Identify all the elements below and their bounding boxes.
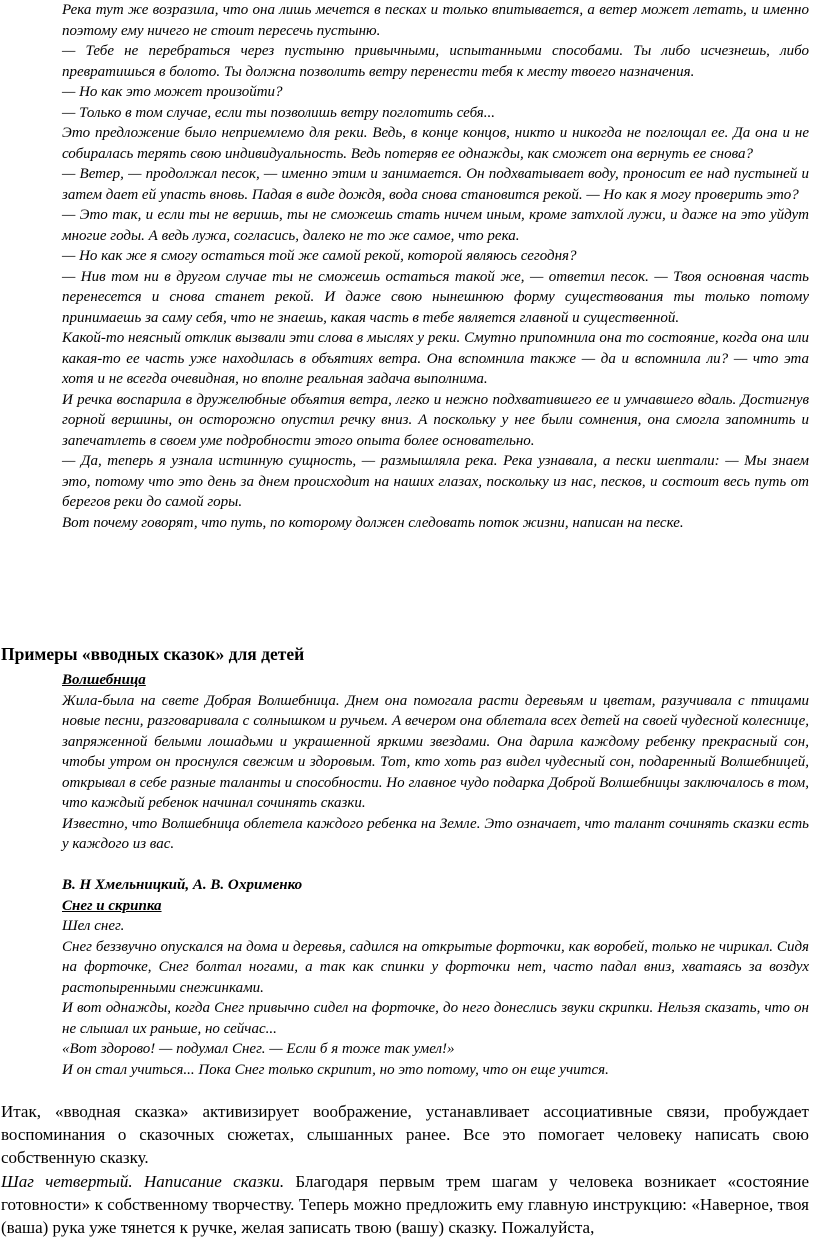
story-paragraph: — Тебе не перебраться через пустыню привычными, испытанными способами. Ты либо исчезнешь, либо превратишься в болото. Ты должна позволить ветру перенести тебя к месту твоего назначения. — [62, 43, 809, 80]
story-paragraph: — Только в том случае, если ты позволишь ветру поглотить себя... — [62, 104, 496, 121]
body-text — [1, 1100, 809, 1239]
tale-paragraph: И он стал учиться... Пока Снег только скрипит, но это потому, что он еще учится. — [62, 1061, 609, 1078]
story-paragraph: — Но как это может произойти? — [62, 84, 283, 100]
tale-paragraph: Жила-была на свете Добрая Волшебница. Днем она помогала расти деревьям и цветам, разучивала с птицами новые песни, разговаривала с солнышком и ручьем. А вечером она облетала всех детей на своей чудесной колеснице, запряженной белыми лошадьми и украшенной яркими звездами. Она дарила каждому ребенку прекрасный сон, чтобы утром он проснулся свежим и здоровым. Тот, кто хоть раз видел чудесный сон, подаренный Волшебницей, открывал в себе разные таланты и способности. Но главное чудо подарка Доброй Волшебницы заключалось в том, что каждый ребенок начинал сочинять сказки. — [62, 692, 809, 811]
section-heading: Примеры «вводных сказок» для детей — [1, 644, 305, 664]
story-paragraph: — Нив том ни в другом случае ты не сможешь остаться такой же, — ответил песок. — Твоя основная часть перенесется и снова станет рекой. И даже свою нынешнюю форму существования ты только потому принимаешь за саму себя, что не знаешь, какая часть в тебе является главной и существенной. — [62, 268, 809, 326]
tale-paragraph: Известно, что Волшебница облетела каждого ребенка на Земле. Это означает, что талант сочинять сказки есть у каждого из вас. — [62, 815, 809, 852]
tale-paragraph: «Вот здорово! — подумал Снег. — Если б я тоже так умел!» — [62, 1041, 455, 1057]
body-paragraph: Итак, «вводная сказка» активизирует воображение, устанавливает ассоциативные связи, пробуждает воспоминания о сказочных сюжетах, слышанных ранее. Все это помогает человеку написать свою собственную сказку. — [1, 1102, 809, 1168]
story-paragraph: — Это так, и если ты не веришь, ты не сможешь стать ничем иным, кроме затхлой лужи, и даже на это уйдут многие годы. А ведь лужа, согласись, далеко не то же самое, что река. — [62, 207, 809, 244]
tale-title: Волшебница — [62, 672, 146, 688]
tale-paragraph: И вот однажды, когда Снег привычно сидел на форточке, до него донеслись звуки скрипки. Нельзя сказать, что он не слышал их раньше, но сейчас... — [62, 1000, 809, 1037]
step-text: Благодаря первым трем шагам у человека возникает «состояние готовности» к собственному творчеству. Теперь можно предложить ему главную инструкцию: «Наверное, твоя (ваша) рука уже тянется к ручке, желая записать твою (вашу) сказку. Пожалуйста, — [1, 1171, 809, 1238]
story-text — [62, 0, 809, 533]
story-paragraph: Река тут же возразила, что она лишь мечется в песках и только впитывается, а ветер может летать, и именно поэтому ему ничего не стоит пересечь пустыню. — [62, 2, 809, 39]
story-paragraph: Вот почему говорят, что путь, по которому должен следовать поток жизни, написан на песке. — [62, 514, 684, 531]
story-paragraph: — Да, теперь я узнала истинную сущность, — размышляла река. Река узнавала, а пески шептали: — Мы знаем это, потому что это день за днем происходит на наших глазах, поскольку из нас, песков, и состоит весь путь от берегов реки до самой горы. — [62, 453, 809, 510]
story-paragraph: — Ветер, — продолжал песок, — именно этим и занимается. Он подхватывает воду, проносит ее над пустыней и затем дает ей упасть вновь. Падая в виде дождя, вода снова становится рекой. — Но как я могу проверить это? — [62, 166, 809, 203]
step-label: Шаг четвертый. Написание сказки. — [1, 1171, 285, 1191]
body-paragraph — [1, 1170, 809, 1239]
tale-paragraph: Снег беззвучно опускался на дома и деревья, садился на открытые форточки, как воробей, только не чирикал. Сидя на форточке, Снег болтал ногами, а так как спинки у форточки нет, часто падал вниз, хватаясь за воздух растопыренными снежинками. — [62, 938, 809, 996]
spacer — [62, 855, 809, 876]
example-tales — [62, 670, 809, 1080]
story-paragraph: Какой-то неясный отклик вызвали эти слова в мыслях у реки. Смутно припомнила она то состояние, когда она или какая-то ее часть уже находилась в объятиях ветра. Она вспомнила также — да и вспомнила ли? — что эта хотя и не всегда очевидная, но вполне реальная задача выполнима. — [62, 330, 809, 387]
story-paragraph: И речка воспарила в дружелюбные объятия ветра, легко и нежно подхватившего ее и умчавшего вдаль. Достигнув горной вершины, он осторожно опустил речку вниз. А поскольку у нее были сомнения, она смогла запомнить и запечатлеть в своем уме подробности этого опыта более основательно. — [62, 391, 809, 449]
story-paragraph: — Но как же я смогу остаться той же самой рекой, которой являюсь сегодня? — [62, 248, 577, 264]
tale-paragraph: Шел снег. — [62, 918, 125, 934]
tale-title: Снег и скрипка — [62, 897, 162, 914]
tale-authors: В. Н Хмельницкий, А. В. Охрименко — [62, 877, 303, 893]
story-paragraph: Это предложение было неприемлемо для реки. Ведь, в конце концов, никто и никогда не поглощал ее. Да она и не собиралась терять свою индивидуальность. Ведь потеряв ее однажды, как сможет она вернуть ее снова? — [62, 125, 809, 162]
